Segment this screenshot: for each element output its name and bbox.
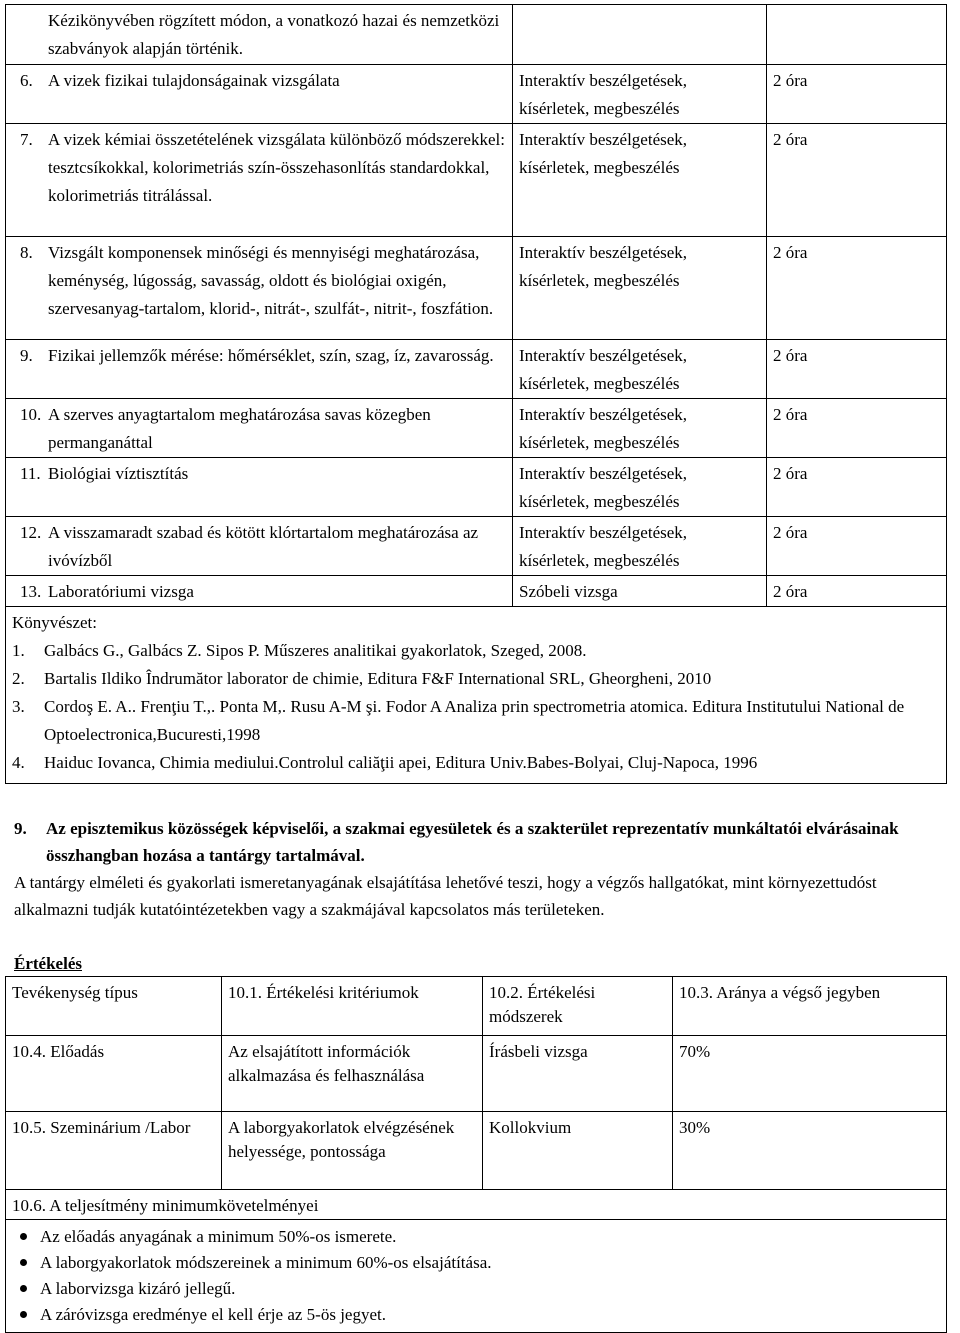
hours-cell: 2 óra <box>767 340 947 399</box>
topic-text: A vizek kémiai összetételének vizsgálata különböző módszerekkel: tesztcsíkokkal, kolorimetriás szín-összehasonlítás standardokkal, kolorimetriás titrálással. <box>48 130 505 205</box>
table-row <box>6 65 947 124</box>
table-row <box>6 340 947 399</box>
topic-text: Vizsgált komponensek minőségi és mennyiségi meghatározása, keménység, lúgosság, savasság, oldott és biológiai oxigén, szervesanyag-tartalom, klorid-, nitrát-, szulfát-, nitrit-, foszfátion. <box>48 243 494 318</box>
section-number: 9. <box>14 819 27 838</box>
hours-cell: 2 óra <box>767 576 947 607</box>
activity-cell: 10.5. Szeminárium /Labor <box>6 1112 222 1190</box>
method-cell: Interaktív beszélgetések, kísérletek, megbeszélés <box>513 237 767 340</box>
method-cell: Interaktív beszélgetések, kísérletek, megbeszélés <box>513 458 767 517</box>
method-cell: Írásbeli vizsga <box>483 1036 673 1112</box>
topic-text: Laboratóriumi vizsga <box>48 582 194 601</box>
table-row <box>6 1112 947 1190</box>
minimum-requirements-title: 10.6. A teljesítmény minimumkövetelményei <box>6 1190 947 1220</box>
hours-cell: 2 óra <box>767 517 947 576</box>
method-cell: Interaktív beszélgetések, kísérletek, megbeszélés <box>513 517 767 576</box>
hours-cell <box>767 5 947 65</box>
minimum-requirements-cell <box>6 1220 947 1333</box>
method-cell: Interaktív beszélgetések, kísérletek, megbeszélés <box>513 399 767 458</box>
topic-text: A visszamaradt szabad és kötött klórtartalom meghatározása az ivóvízből <box>48 523 479 570</box>
hours-cell: 2 óra <box>767 399 947 458</box>
topic-number: 13. <box>20 582 42 601</box>
table-row <box>6 1220 947 1333</box>
method-cell <box>513 5 767 65</box>
column-header: 10.2. Értékelési módszerek <box>483 977 673 1036</box>
topic-number: 10. <box>20 405 42 424</box>
criteria-cell: Az elsajátított információk alkalmazása és felhasználása <box>222 1036 483 1112</box>
topic-text: Kézikönyvében rögzített módon, a vonatkozó hazai és nemzetközi szabványok alapján történik. <box>48 11 500 58</box>
topic-cell <box>6 340 513 399</box>
topic-cell <box>6 458 513 517</box>
hours-cell: 2 óra <box>767 65 947 124</box>
minimum-requirements-list <box>12 1224 940 1328</box>
share-cell: 30% <box>673 1112 947 1190</box>
method-cell: Szóbeli vizsga <box>513 576 767 607</box>
bibliography-item: 1. Galbács G., Galbács Z. Sipos P. Műszeres analitikai gyakorlatok, Szeged, 2008. <box>12 641 587 660</box>
criteria-cell: A laborgyakorlatok elvégzésének helyessége, pontossága <box>222 1112 483 1190</box>
bibliography-title: Könyvészet: <box>12 613 97 632</box>
evaluation-table <box>5 976 947 1333</box>
bibliography-row <box>6 607 947 784</box>
section-9-heading <box>14 815 944 869</box>
column-header: 10.3. Aránya a végső jegyben <box>673 977 947 1036</box>
method-cell: Interaktív beszélgetések, kísérletek, megbeszélés <box>513 340 767 399</box>
topic-number: 12. <box>20 523 42 542</box>
list-item: A záróvizsga eredménye el kell érje az 5-ös jegyet. <box>40 1302 940 1328</box>
table-row <box>6 458 947 517</box>
topic-cell <box>6 517 513 576</box>
topic-number <box>20 7 48 63</box>
table-row <box>6 124 947 237</box>
table-row <box>6 517 947 576</box>
method-cell: Interaktív beszélgetések, kísérletek, megbeszélés <box>513 124 767 237</box>
topic-cell <box>6 5 513 65</box>
table-row <box>6 5 947 65</box>
list-item: Az előadás anyagának a minimum 50%-os ismerete. <box>40 1224 940 1250</box>
topic-text: Fizikai jellemzők mérése: hőmérséklet, szín, szag, íz, zavarosság. <box>48 346 494 365</box>
activity-cell: 10.4. Előadás <box>6 1036 222 1112</box>
schedule-table <box>5 4 947 784</box>
hours-cell: 2 óra <box>767 237 947 340</box>
table-row <box>6 1036 947 1112</box>
table-row <box>6 1190 947 1220</box>
bibliography-item: 4. Haiduc Iovanca, Chimia mediului.Controlul caliăţii apei, Editura Univ.Babes-Bolyai, Cluj-Napoca, 1996 <box>12 753 758 772</box>
table-row <box>6 576 947 607</box>
topic-cell <box>6 576 513 607</box>
topic-number: 8. <box>20 243 33 262</box>
column-header: Tevékenység típus <box>6 977 222 1036</box>
list-item: A laborvizsga kizáró jellegű. <box>40 1276 940 1302</box>
list-item: A laborgyakorlatok módszereinek a minimum 60%-os elsajátítása. <box>40 1250 940 1276</box>
method-cell: Interaktív beszélgetések, kísérletek, megbeszélés <box>513 65 767 124</box>
topic-text: A vizek fizikai tulajdonságainak vizsgálata <box>48 71 340 90</box>
topic-text: A szerves anyagtartalom meghatározása savas közegben permanganáttal <box>48 405 431 452</box>
topic-number: 11. <box>20 464 41 483</box>
bibliography-item: 3. Cordoş E. A.. Frenţiu T.,. Ponta M,. Rusu A-M şi. Fodor A Analiza prin spectrometria atomica. Editura Institutului National de Optoelectronica,Bucuresti,1998 <box>12 697 905 744</box>
section-heading-text: Az episztemikus közösségek képviselői, a szakmai egyesületek és a szakterület reprezentatív munkáltatói elvárásainak összhangban hozása a tantárgy tartalmával. <box>46 819 899 865</box>
topic-cell <box>6 399 513 458</box>
table-header-row <box>6 977 947 1036</box>
evaluation-title: Értékelés <box>14 954 82 973</box>
schedule-body <box>6 5 947 784</box>
topic-cell <box>6 65 513 124</box>
topic-number: 9. <box>20 346 33 365</box>
method-cell: Kollokvium <box>483 1112 673 1190</box>
topic-cell <box>6 124 513 237</box>
table-row <box>6 399 947 458</box>
share-cell: 70% <box>673 1036 947 1112</box>
column-header: 10.1. Értékelési kritériumok <box>222 977 483 1036</box>
bibliography-item: 2. Bartalis Ildiko Îndrumător laborator de chimie, Editura F&F International SRL, Gheorgheni, 2010 <box>12 669 712 688</box>
bibliography-cell <box>6 607 947 784</box>
topic-text: Biológiai víztisztítás <box>48 464 189 483</box>
hours-cell: 2 óra <box>767 458 947 517</box>
topic-number: 7. <box>20 130 33 149</box>
section-9-body: A tantárgy elméleti és gyakorlati ismeretanyagának elsajátítása lehetővé teszi, hogy a végzős hallgatókat, mint környezettudóst alkalmazni tudják kutatóintézetekben vagy a szakmájával kapcsolatos más területeken. <box>14 873 877 919</box>
section-9 <box>14 815 944 923</box>
topic-cell <box>6 237 513 340</box>
table-row <box>6 237 947 340</box>
hours-cell: 2 óra <box>767 124 947 237</box>
topic-number: 6. <box>20 71 33 90</box>
